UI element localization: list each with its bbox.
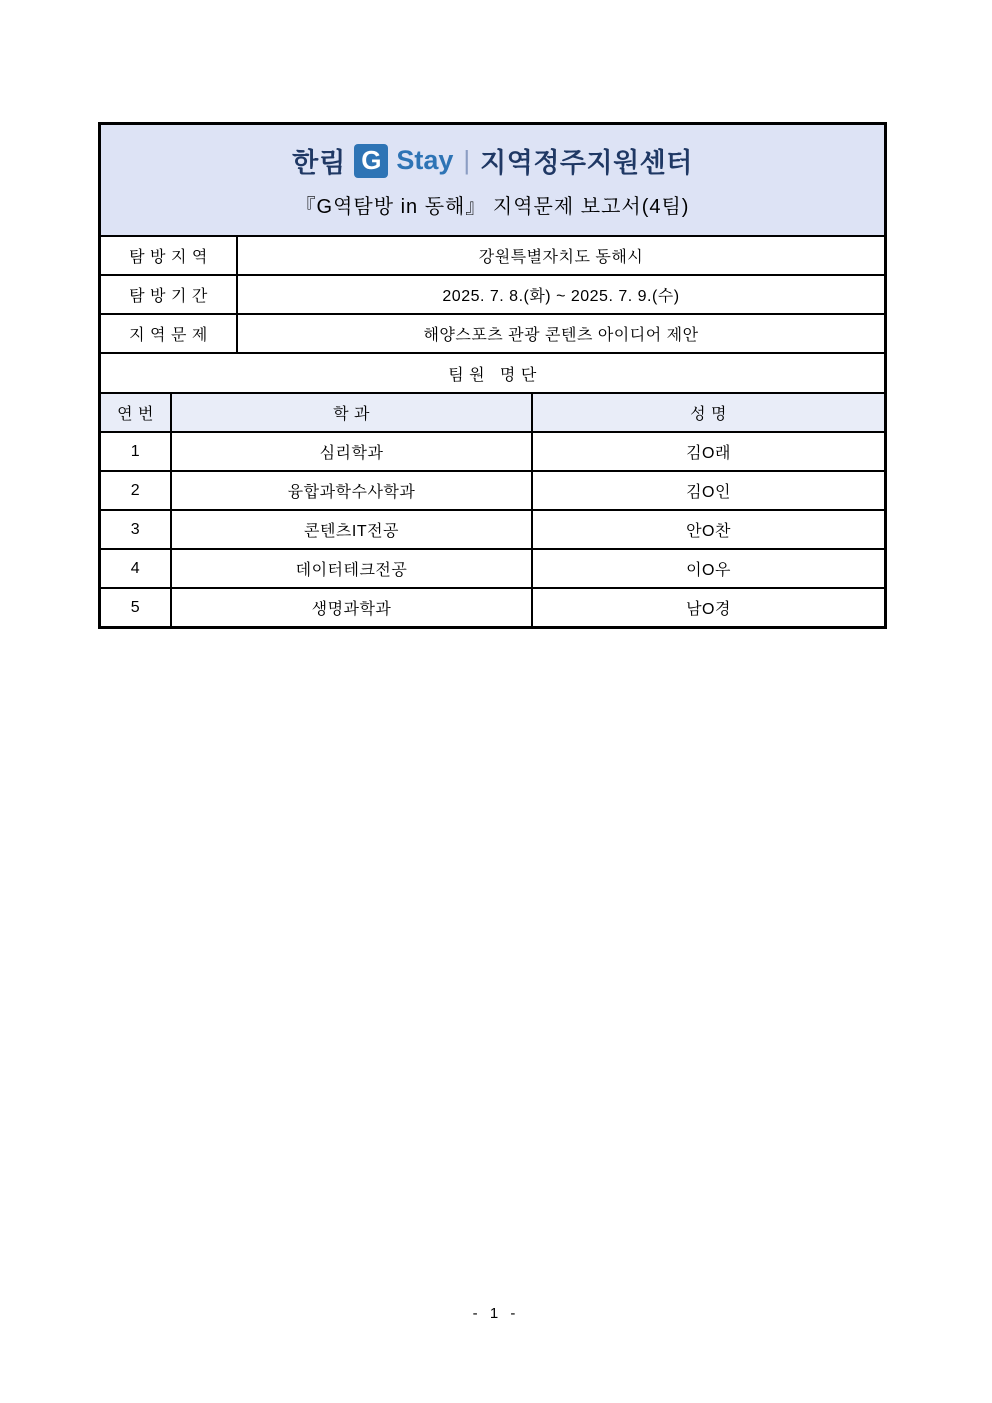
info-label-problem: 지 역 문 제	[129, 327, 208, 344]
member-name: 안O찬	[531, 511, 884, 548]
member-dept: 콘텐츠IT전공	[170, 511, 531, 548]
info-value-problem: 해양스포츠 관광 콘텐츠 아이디어 제안	[236, 315, 884, 352]
logo-center-name: 지역정주지원센터	[480, 148, 693, 178]
report-table	[98, 122, 887, 629]
member-dept: 데이터테크전공	[170, 550, 531, 587]
document-title: 『G역탐방 in 동해』 지역문제 보고서(4팀)	[295, 196, 690, 218]
member-row	[101, 431, 884, 470]
member-dept: 생명과학과	[170, 589, 531, 626]
member-row	[101, 509, 884, 548]
member-name: 이O우	[531, 550, 884, 587]
logo-stay-text: Stay	[396, 145, 454, 175]
member-no: 1	[130, 442, 141, 460]
member-no: 2	[130, 481, 141, 499]
member-name: 남O경	[531, 589, 884, 626]
logo-hanlim-text: 한림	[292, 148, 347, 178]
info-row-period	[101, 274, 884, 313]
member-row	[101, 548, 884, 587]
info-value-region: 강원특별자치도 동해시	[236, 237, 884, 274]
column-header-dept: 학 과	[170, 394, 531, 431]
logo	[101, 141, 884, 180]
member-section-title: 팀 원 명 단	[448, 366, 537, 384]
info-row-region	[101, 235, 884, 274]
logo-divider: |	[463, 145, 471, 175]
member-dept: 융합과학수사학과	[170, 472, 531, 509]
info-label-period: 탐 방 기 간	[129, 288, 208, 305]
page-number: - 1 -	[472, 1305, 520, 1322]
member-dept: 심리학과	[170, 433, 531, 470]
column-header-no: 연 번	[117, 406, 154, 423]
member-name: 김O래	[531, 433, 884, 470]
member-table-header	[101, 392, 884, 431]
column-header-name: 성 명	[531, 394, 884, 431]
info-row-problem	[101, 313, 884, 352]
report-header-banner	[101, 125, 884, 235]
member-section-row	[101, 352, 884, 392]
info-label-region: 탐 방 지 역	[129, 249, 208, 266]
member-row	[101, 470, 884, 509]
member-row	[101, 587, 884, 626]
member-name: 김O인	[531, 472, 884, 509]
logo-g-badge-icon: G	[354, 144, 388, 178]
info-value-period: 2025. 7. 8.(화) ~ 2025. 7. 9.(수)	[236, 276, 884, 313]
member-no: 4	[130, 559, 141, 577]
member-no: 3	[130, 520, 141, 538]
member-no: 5	[130, 598, 141, 616]
